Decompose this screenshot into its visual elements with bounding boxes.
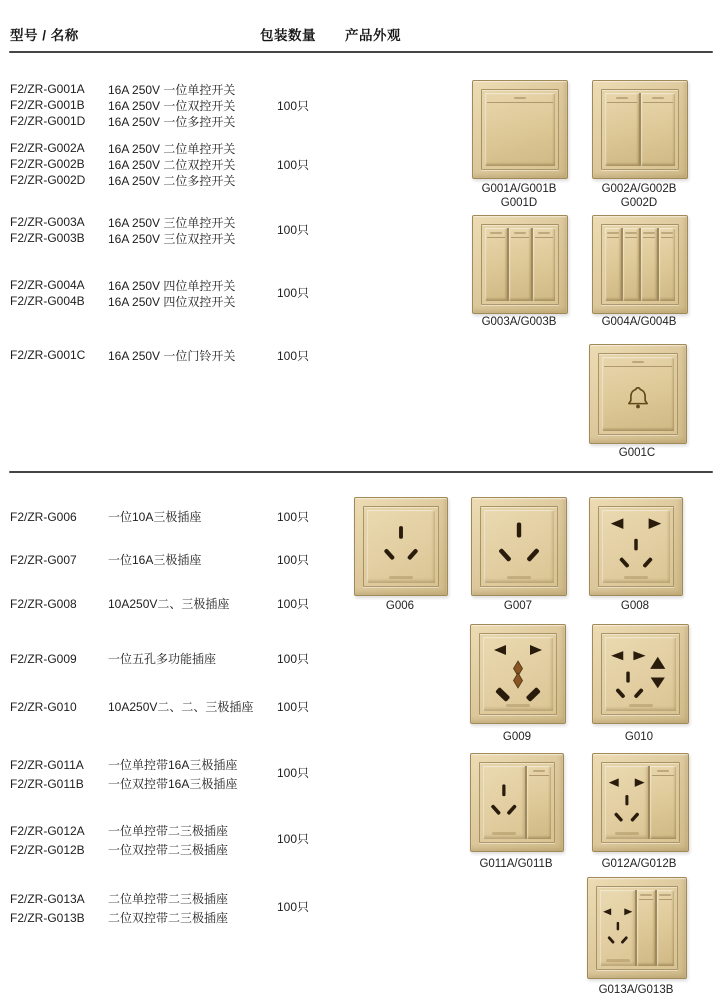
socket-area	[483, 766, 525, 839]
socket-holes-multi-icon	[483, 637, 553, 711]
switch-button	[509, 228, 531, 301]
description-cell: 16A 250V 一位门铃开关	[108, 348, 236, 363]
switch-button	[623, 228, 639, 301]
model-cell: F2/ZR-G012A	[10, 823, 85, 838]
description-cell: 16A 250V 三位单控开关	[108, 215, 236, 230]
switch-button	[659, 228, 675, 301]
qty-cell: 100只	[277, 285, 310, 300]
model-cell: F2/ZR-G011A	[10, 757, 84, 772]
product-image-g001c	[589, 344, 687, 459]
model-cell: F2/ZR-G011B	[10, 776, 84, 791]
description-cell: 10A250V二、三极插座	[108, 597, 230, 611]
description-cell: 一位双控带二三极插座	[108, 843, 229, 857]
switch-button	[485, 228, 507, 301]
model-cell: F2/ZR-G013B	[10, 910, 85, 925]
description-cell: 一位五孔多功能插座	[108, 652, 217, 666]
qty-cell: 100只	[277, 765, 310, 780]
description-cell: 16A 250V 一位单控开关	[108, 82, 236, 97]
description-cell: 一位单控带16A三极插座	[108, 758, 238, 772]
socket-holes-5hole-icon	[600, 890, 635, 966]
column-header-model: 型号 / 名称	[10, 28, 79, 43]
model-cell: F2/ZR-G012B	[10, 842, 85, 857]
description-cell: 一位单控带二三极插座	[108, 824, 229, 838]
product-image-g001	[472, 80, 568, 209]
switch-button	[527, 766, 551, 839]
model-cell: F2/ZR-G009	[10, 651, 77, 666]
qty-cell: 100只	[277, 222, 310, 237]
socket-area	[605, 766, 648, 839]
switch-button	[637, 890, 654, 966]
model-cell: F2/ZR-G008	[10, 596, 77, 611]
product-caption: G012A/G012B	[601, 858, 677, 870]
model-cell: F2/ZR-G004A	[10, 278, 85, 292]
model-cell: F2/ZR-G001D	[10, 114, 86, 128]
model-cell: F2/ZR-G004B	[10, 294, 85, 308]
socket-holes-5hole-icon	[602, 510, 670, 583]
switch-button	[485, 93, 555, 166]
description-cell: 一位双控带16A三极插座	[108, 777, 238, 791]
switch-button	[605, 228, 621, 301]
product-image-g011	[470, 753, 564, 870]
doorbell-icon	[623, 382, 653, 412]
column-header-qty: 包装数量	[260, 28, 316, 43]
model-cell: F2/ZR-G002D	[10, 173, 86, 187]
product-caption: G001C	[618, 447, 656, 459]
socket-holes-3pin-icon	[367, 510, 435, 583]
description-cell: 16A 250V 二位双控开关	[108, 157, 236, 172]
product-caption: G004A/G004B	[601, 316, 677, 328]
socket-holes-3pin-icon	[484, 510, 554, 583]
product-image-g008	[589, 497, 683, 612]
description-cell: 16A 250V 一位多控开关	[108, 114, 236, 129]
switch-button	[605, 93, 639, 166]
product-image-g009	[470, 624, 566, 743]
switch-button	[533, 228, 555, 301]
model-cell: F2/ZR-G010	[10, 699, 77, 714]
model-cell: F2/ZR-G013A	[10, 891, 85, 906]
description-cell: 16A 250V 二位多控开关	[108, 173, 236, 188]
qty-cell: 100只	[277, 596, 310, 611]
product-caption: G008	[620, 600, 650, 612]
description-cell: 16A 250V 三位双控开关	[108, 231, 236, 246]
product-caption: G002A/G002B G002D	[601, 183, 677, 209]
qty-cell: 100只	[277, 899, 310, 914]
product-caption: G003A/G003B	[481, 316, 557, 328]
product-caption: G007	[503, 600, 533, 612]
product-image-g012	[592, 753, 689, 870]
qty-cell: 100只	[277, 509, 310, 524]
model-cell: F2/ZR-G006	[10, 509, 77, 524]
model-cell: F2/ZR-G003A	[10, 215, 85, 229]
qty-cell: 100只	[277, 348, 310, 363]
product-caption: G001A/G001B G001D	[481, 183, 557, 209]
socket-holes-5hole-icon	[605, 766, 648, 839]
switch-button	[641, 228, 657, 301]
description-cell: 16A 250V 二位单控开关	[108, 141, 236, 156]
product-image-g010	[592, 624, 689, 743]
product-image-g002	[592, 80, 688, 209]
column-header-appearance: 产品外观	[345, 28, 401, 43]
qty-cell: 100只	[277, 157, 310, 172]
model-cell: F2/ZR-G001B	[10, 98, 85, 112]
socket-area	[600, 890, 635, 966]
section-divider	[9, 471, 713, 473]
qty-cell: 100只	[277, 699, 310, 714]
description-cell: 一位10A三极插座	[108, 510, 202, 524]
description-cell: 16A 250V 四位双控开关	[108, 294, 236, 309]
description-cell: 二位单控带二三极插座	[108, 892, 229, 906]
description-cell: 16A 250V 四位单控开关	[108, 278, 236, 293]
product-image-g013	[587, 877, 687, 996]
product-image-g007	[471, 497, 567, 612]
model-cell: F2/ZR-G002B	[10, 157, 85, 171]
product-caption: G009	[502, 731, 532, 743]
product-caption: G006	[385, 600, 415, 612]
qty-cell: 100只	[277, 651, 310, 666]
switch-button	[657, 890, 674, 966]
socket-holes-3pin-icon	[483, 766, 525, 839]
product-image-g003	[472, 215, 568, 328]
product-caption: G010	[624, 731, 654, 743]
switch-button	[650, 766, 676, 839]
description-cell: 16A 250V 一位双控开关	[108, 98, 236, 113]
model-cell: F2/ZR-G001A	[10, 82, 85, 96]
qty-cell: 100只	[277, 98, 310, 113]
qty-cell: 100只	[277, 831, 310, 846]
socket-holes-223-icon	[605, 637, 676, 711]
model-cell: F2/ZR-G007	[10, 552, 77, 567]
description-cell: 二位双控带二三极插座	[108, 911, 229, 925]
doorbell-button	[602, 357, 674, 431]
header-divider	[9, 51, 713, 53]
model-cell: F2/ZR-G003B	[10, 231, 85, 245]
description-cell: 10A250V二、二、三极插座	[108, 700, 254, 714]
model-cell: F2/ZR-G001C	[10, 348, 86, 362]
model-cell: F2/ZR-G002A	[10, 141, 85, 155]
product-caption: G013A/G013B	[598, 984, 674, 996]
product-image-g006	[354, 497, 448, 612]
description-cell: 一位16A三极插座	[108, 553, 202, 567]
product-caption: G011A/G011B	[479, 858, 553, 870]
product-image-g004	[592, 215, 688, 328]
switch-button	[641, 93, 675, 166]
qty-cell: 100只	[277, 552, 310, 567]
